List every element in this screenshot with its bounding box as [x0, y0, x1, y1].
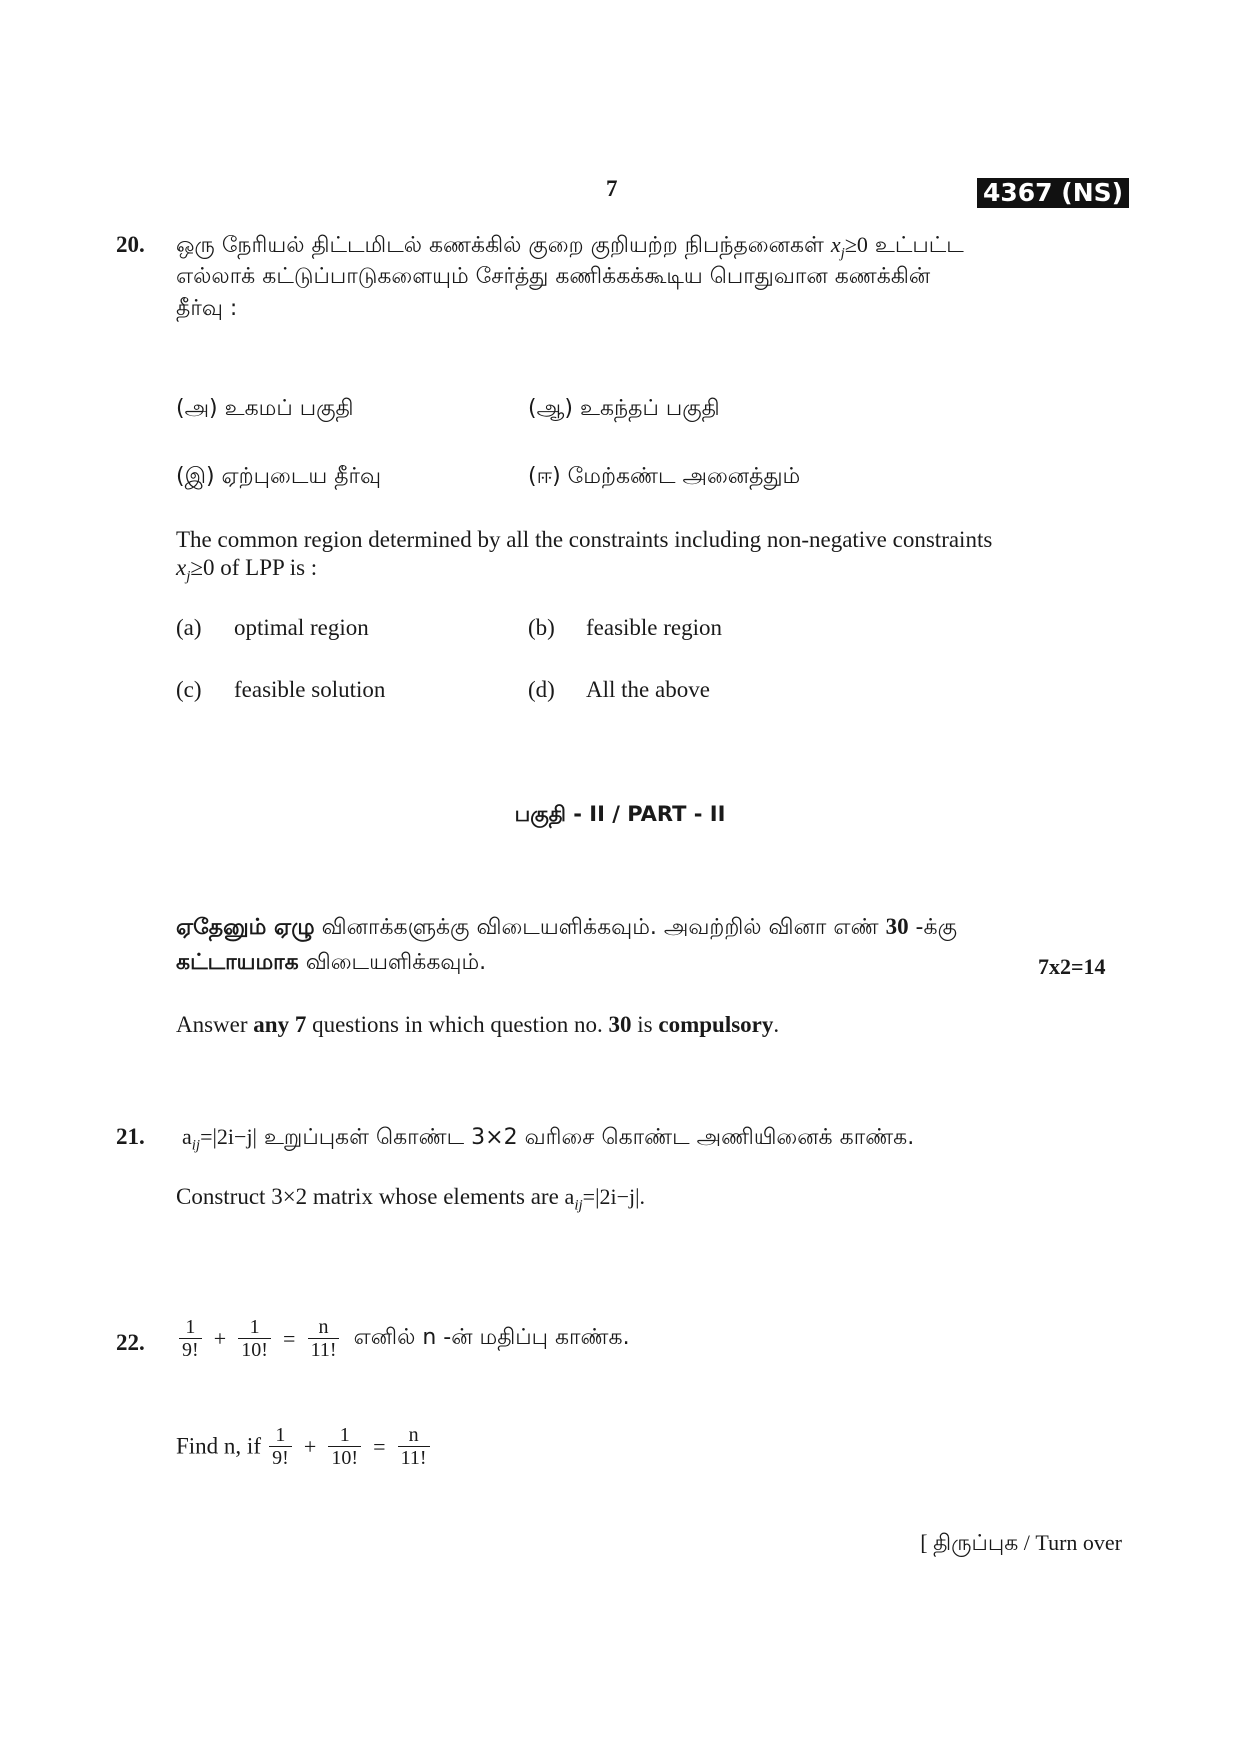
- q22-english-fraction-2: $\frac{1}{10!}$: [328, 1424, 361, 1469]
- q20-tamil-option-a: (அ) உகமப் பகுதி: [176, 396, 354, 421]
- q22-english-fraction-1: $\frac{1}{9!}$: [269, 1424, 292, 1469]
- part2-tamil-text3: விடையளிக்கவும்.: [298, 950, 487, 975]
- q20-tamil-line2: எல்லாக் கட்டுப்பாடுகளையும் சேர்த்து கணிக்கக்கூடிய பொதுவான கணக்கின்: [176, 264, 931, 289]
- q22-tamil-line: $\frac{1}{9!}$ + $\frac{1}{10!}$ = $\frac{n}{11!}$ எனில் n -ன் மதிப்பு காண்க.: [176, 1316, 630, 1361]
- part2-english-pre: Answer: [176, 1012, 254, 1037]
- question-number-22: 22.: [116, 1330, 145, 1355]
- q20-option-b-text: feasible region: [586, 615, 723, 640]
- q20-option-a-text: optimal region: [234, 615, 369, 640]
- part2-english-mid: questions in which question no.: [306, 1012, 609, 1037]
- q20-constraint-tamil: ≥0: [844, 232, 868, 257]
- q20-tamil-line1-text: ஒரு நேரியல் திட்டமிடல் கணக்கில் குறை குறியற்ற நிபந்தனைகள்: [176, 233, 824, 258]
- q22-fraction-1: $\frac{1}{9!}$: [179, 1316, 202, 1361]
- q20-english-line2-suffix: of LPP is :: [220, 555, 318, 580]
- part-2-heading: பகுதி - II / PART - II: [514, 802, 726, 826]
- part2-tamil-text1: வினாக்களுக்கு விடையளிக்கவும். அவற்றில் வினா எண்: [314, 915, 886, 940]
- q22-fraction-2: $\frac{1}{10!}$: [238, 1316, 271, 1361]
- q20-english-line1: The common region determined by all the constraints including non-negative constraints: [176, 527, 993, 552]
- q21-tamil-text: உறுப்புகள் கொண்ட 3×2 வரிசை கொண்ட அணியினைக் காண்க.: [263, 1125, 915, 1150]
- part-2-heading-wrap: [0, 802, 1240, 829]
- part2-tamil-text2: -க்கு: [908, 915, 957, 940]
- q22-english-fraction-3: $\frac{n}{11!}$: [398, 1424, 430, 1469]
- q20-option-c-label: (c): [176, 677, 202, 702]
- part2-english-any-7: any 7: [253, 1012, 307, 1037]
- q20-option-d-text: All the above: [586, 677, 710, 702]
- paper-code: 4367 (NS): [977, 178, 1129, 208]
- q20-tamil-option-c: (இ) ஏற்புடைய தீர்வு: [176, 464, 382, 489]
- part2-english-30: 30: [608, 1012, 632, 1037]
- q21-formula-tamil: =|2i−j|: [200, 1124, 257, 1149]
- q20-option-c-text: feasible solution: [234, 677, 386, 702]
- turn-over-note: [920, 1530, 1122, 1559]
- q20-option-b-label: (b): [528, 615, 555, 640]
- q22-english-prefix: Find n, if: [176, 1433, 261, 1459]
- q20-option-d-label: (d): [528, 677, 555, 702]
- q20-tamil-option-d: (ஈ) மேற்கண்ட அனைத்தும்: [528, 464, 801, 489]
- part2-english-is: is: [631, 1012, 659, 1037]
- q20-tamil-option-b: (ஆ) உகந்தப் பகுதி: [528, 396, 720, 421]
- q20-tamil-line1: ஒரு நேரியல் திட்டமிடல் கணக்கில் குறை குறியற்ற நிபந்தனைகள் $x_j\ge 0$ உட்பட்ட: [176, 232, 964, 262]
- turn-over-text: [ திருப்புக / Turn over: [920, 1530, 1122, 1555]
- q21-english-text: Construct 3×2 matrix whose elements are: [176, 1184, 559, 1209]
- q20-tamil-line3: தீர்வு :: [176, 296, 238, 321]
- q21-english-line: Construct 3×2 matrix whose elements are $a_{ij}=|2i-j|$.: [176, 1184, 646, 1214]
- q20-constraint-english: ≥0: [190, 555, 215, 580]
- part2-tamil-instruction-line2: [176, 950, 486, 978]
- q20-tamil-line1-end: உட்பட்ட: [874, 233, 964, 258]
- page-number: 7: [606, 176, 618, 201]
- part2-tamil-bold-any-seven: ஏதேனும் ஏழு: [176, 915, 315, 940]
- q20-option-a-label: (a): [176, 615, 202, 640]
- q20-english-line2: $x_j\ge 0$ of LPP is :: [176, 555, 318, 585]
- q21-tamil-line: $a_{ij}=|2i-j|$ உறுப்புகள் கொண்ட 3×2 வரிசை கொண்ட அணியினைக் காண்க.: [182, 1124, 915, 1154]
- question-number-20: 20.: [116, 232, 145, 257]
- q21-formula-english: =|2i−j|: [582, 1184, 640, 1209]
- q22-english-line: Find n, if $\frac{1}{9!}$ + $\frac{1}{10!}$ = $\frac{n}{11!}$: [176, 1424, 433, 1469]
- q22-tamil-text: எனில் n -ன் மதிப்பு காண்க.: [353, 1324, 630, 1350]
- part2-tamil-num: 30: [885, 914, 909, 939]
- part2-marks: 7x2=14: [1038, 954, 1106, 979]
- part2-tamil-instruction-line1: [176, 914, 957, 943]
- part2-tamil-bold-compulsory: கட்டாயமாக: [176, 950, 299, 975]
- part2-english-instruction: [176, 1012, 779, 1038]
- part2-english-compulsory: compulsory: [658, 1012, 774, 1037]
- q22-fraction-3: $\frac{n}{11!}$: [308, 1316, 340, 1361]
- question-number-21: 21.: [116, 1124, 145, 1149]
- part2-english-end: .: [773, 1012, 780, 1037]
